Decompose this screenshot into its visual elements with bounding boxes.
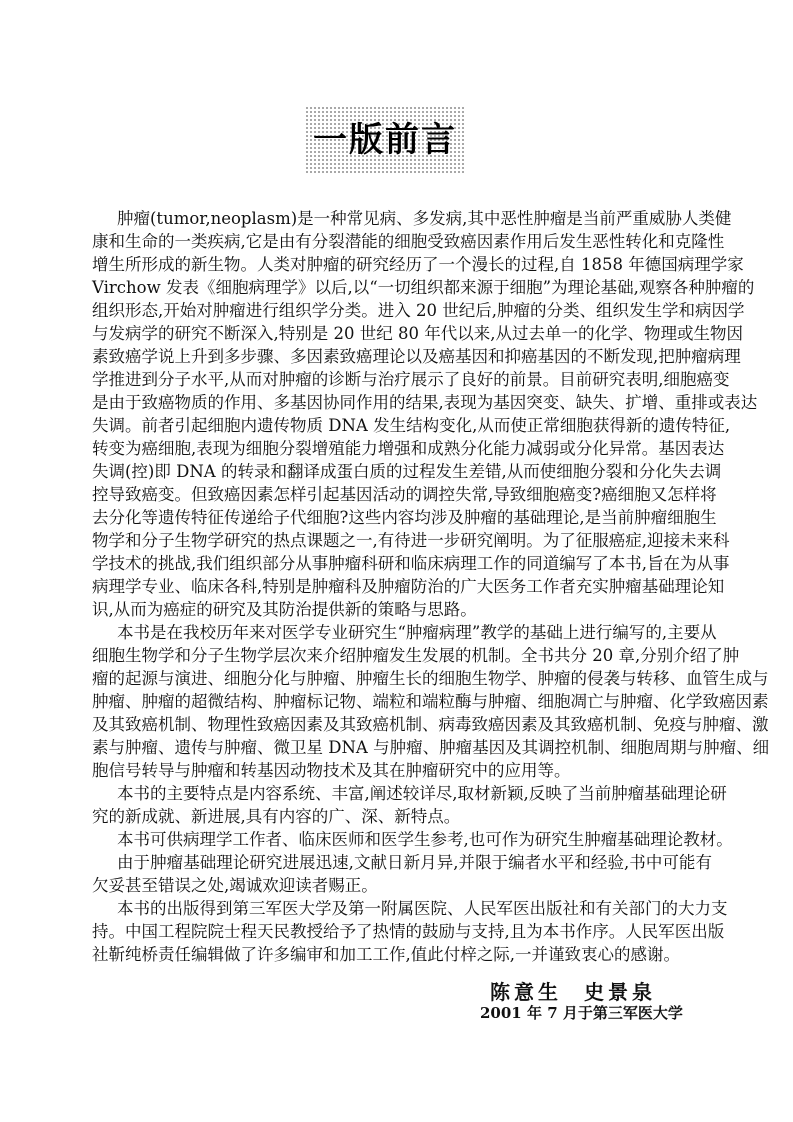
- text-line: 素与肿瘤、遗传与肿瘤、微卫星 DNA 与肿瘤、肿瘤基因及其调控机制、细胞周期与肿瘤、细: [92, 738, 770, 757]
- text-line: 康和生命的一类疾病,它是由有分裂潜能的细胞受致癌因素作用后发生恶性转化和克隆性: [92, 232, 725, 251]
- page-title: 一版前言: [313, 120, 457, 160]
- text-line: 本书可供病理学工作者、临床医师和医学生参考,也可作为研究生肿瘤基础理论教材。: [117, 830, 733, 849]
- text-line: 肿瘤(tumor,neoplasm)是一种常见病、多发病,其中恶性肿瘤是当前严重威胁人类健: [117, 209, 732, 228]
- text-line: 失调。前者引起细胞内遗传物质 DNA 发生结构变化,从而使正常细胞获得新的遗传特征,: [92, 416, 731, 435]
- text-line: 持。中国工程院院士程天民教授给予了热情的鼓励与支持,且为本书作序。人民军医出版: [92, 922, 725, 941]
- text-line: 及其致癌机制、物理性致癌因素及其致癌机制、病毒致癌因素及其致癌机制、免疫与肿瘤、激: [92, 715, 769, 734]
- text-line: 与发病学的研究不断深入,特别是 20 世纪 80 年代以来,从过去单一的化学、物理或生物因: [92, 324, 743, 343]
- text-line: 学推进到分子水平,从而对肿瘤的诊断与治疗展示了良好的前景。目前研究表明,细胞癌变: [92, 370, 730, 389]
- text-line: 去分化等遗传特征传递给子代细胞?这些内容均涉及肿瘤的基础理论,是当前肿瘤细胞生: [92, 508, 717, 527]
- text-line: 欠妥甚至错误之处,竭诚欢迎读者赐正。: [92, 876, 378, 895]
- text-line: 失调(控)即 DNA 的转录和翻译成蛋白质的过程发生差错,从而使细胞分裂和分化失去调: [92, 462, 722, 481]
- text-line: 组织形态,开始对肿瘤进行组织学分类。进入 20 世纪后,肿瘤的分类、组织发生学和病因学: [92, 301, 745, 320]
- text-line: 物学和分子生物学研究的热点课题之一,有待进一步研究阐明。为了征服癌症,迎接未来科: [92, 531, 730, 550]
- author-name: 陈意生: [490, 980, 562, 1004]
- text-line: 识,从而为癌症的研究及其防治提供新的策略与思路。: [92, 600, 477, 619]
- text-line: 本书的出版得到第三军医大学及第一附属医院、人民军医出版社和有关部门的大力支: [117, 899, 728, 918]
- text-line: 本书是在我校历年来对医学专业研究生“肿瘤病理”教学的基础上进行编写的,主要从: [117, 623, 717, 642]
- text-line: 是由于致癌物质的作用、多基因协同作用的结果,表现为基因突变、缺失、扩增、重排或表达: [92, 393, 758, 412]
- title-halftone-background: [305, 106, 465, 174]
- text-line: 素致癌学说上升到多步骤、多因素致癌理论以及癌基因和抑癌基因的不断发现,把肿瘤病理: [92, 347, 741, 366]
- text-line: 由于肿瘤基础理论研究进展迅速,文献日新月异,并限于编者水平和经验,书中可能有: [117, 853, 712, 872]
- text-line: 增生所形成的新生物。人类对肿瘤的研究经历了一个漫长的过程,自 1858 年德国病理学家: [92, 255, 744, 274]
- text-line: 控导致癌变。但致癌因素怎样引起基因活动的调控失常,导致细胞癌变?癌细胞又怎样将: [92, 485, 717, 504]
- text-line: 本书的主要特点是内容系统、丰富,阐述较详尽,取材新颖,反映了当前肿瘤基础理论研: [117, 784, 727, 803]
- text-line: 胞信号转导与肿瘤和转基因动物技术及其在肿瘤研究中的应用等。: [92, 761, 571, 780]
- author-name: 史景泉: [584, 980, 656, 1004]
- preface-body: [92, 207, 770, 966]
- text-line: 瘤的起源与演进、细胞分化与肿瘤、肿瘤生长的细胞生物学、肿瘤的侵袭与转移、血管生成与: [92, 669, 769, 688]
- text-line: Virchow 发表《细胞病理学》以后,以“一切组织都来源于细胞”为理论基础,观察各种肿瘤的: [92, 278, 755, 297]
- signature-authors: [490, 976, 678, 1005]
- signature-date: 2001 年 7 月于第三军医大学: [480, 1004, 683, 1022]
- text-line: 病理学专业、临床各科,特别是肿瘤科及肿瘤防治的广大医务工作者充实肿瘤基础理论知: [92, 577, 725, 596]
- text-line: 细胞生物学和分子生物学层次来介绍肿瘤发生发展的机制。全书共分 20 章,分别介绍了肿: [92, 646, 740, 665]
- text-line: 转变为癌细胞,表现为细胞分裂增殖能力增强和成熟分化能力减弱或分化异常。基因表达: [92, 439, 725, 458]
- text-line: 社靳纯桥责任编辑做了许多编审和加工工作,值此付梓之际,一并谨致衷心的感谢。: [92, 945, 680, 964]
- text-line: 学技术的挑战,我们组织部分从事肿瘤科研和临床病理工作的同道编写了本书,旨在为从事: [92, 554, 730, 573]
- text-line: 究的新成就、新进展,具有内容的广、深、新特点。: [92, 807, 461, 826]
- text-line: 肿瘤、肿瘤的超微结构、肿瘤标记物、端粒和端粒酶与肿瘤、细胞凋亡与肿瘤、化学致癌因素: [92, 692, 769, 711]
